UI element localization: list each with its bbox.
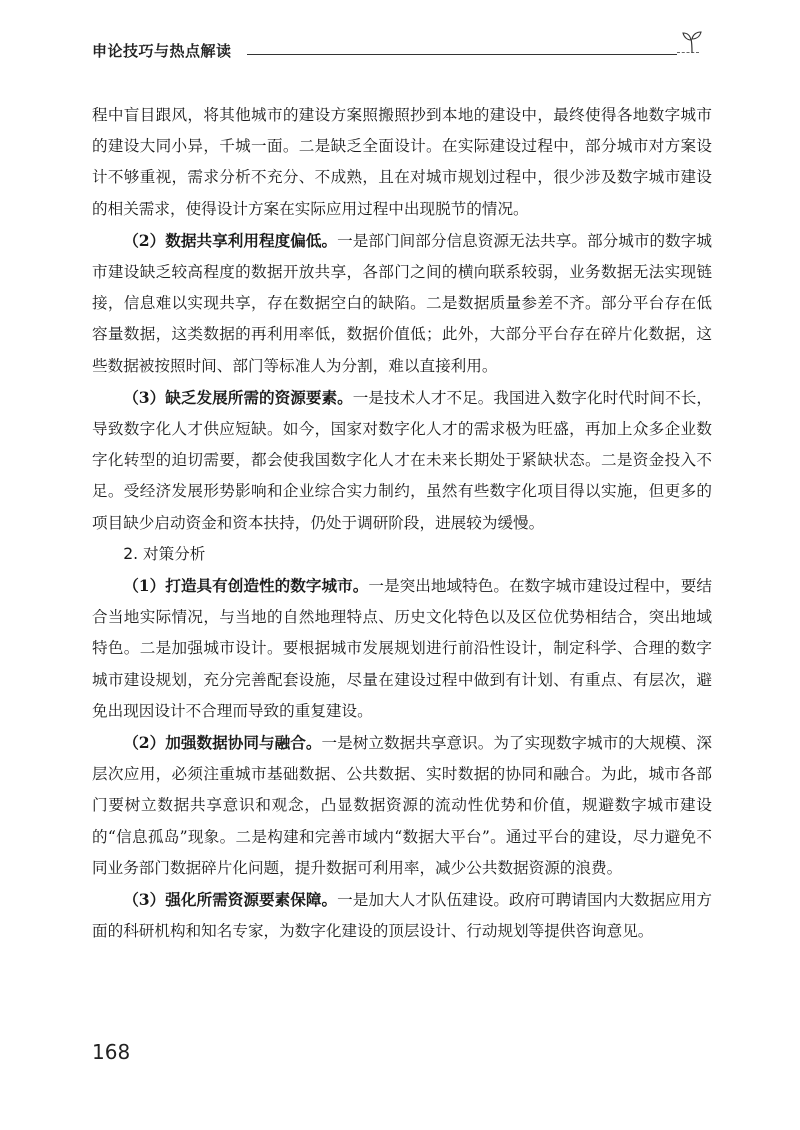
leaf-sprout-icon [681,30,703,54]
paragraph-text: 一是加大人才队伍建设。政府可聘请国内大数据应用方面的科研机构和知名专家，为数字化建设的顶层设计、行动规划等提供咨询意见。 [92,891,712,941]
paragraph-resource-shortage [92,382,712,539]
paragraph-text: 一是突出地域特色。在数字城市建设过程中，要结合当地实际情况，与当地的自然地理特点、历史文化特色以及区位优势相结合，突出地域特色。二是加强城市设计。要根据城市发展规划进行前沿性设计，制定科学、合理的数字城市建设规划，充分完善配套设施，尽量在建设过程中做到有计划、有重点、有层次，避免出现因设计不合理而导致的重复建设。 [92,577,712,720]
paragraph-text: 一是部门间部分信息资源无法共享。部分城市的数字城市建设缺乏较高程度的数据开放共享，各部门之间的横向联系较弱，业务数据无法实现链接，信息难以实现共享，存在数据空白的缺陷。二是数据质量参差不齐。部分平台存在低容量数据，这类数据的再利用率低，数据价值低；此外，大部分平台存在碎片化数据，这些数据被按照时间、部门等标准人为分割，难以直接利用。 [92,231,712,375]
paragraph-data-sharing [92,225,712,382]
paragraph-heading: （2）数据共享利用程度偏低。 [123,230,338,250]
paragraph-resource-guarantee [92,884,712,947]
paragraph-text: 一是技术人才不足。我国进入数字化时代时间不长，导致数字化人才供应短缺。如今，国家对数字化人才的需求极为旺盛，再加上众多企业数字化转型的迫切需要，都会使我国数字化人才在未来长期处于紧缺状态。二是资金投入不足。受经济发展形势影响和企业综合实力制约，虽然有些数字化项目得以实施，但更多的项目缺少启动资金和资本扶持，仍处于调研阶段，进展较为缓慢。 [92,388,712,532]
paragraph-heading: （3）强化所需资源要素保障。 [123,890,338,910]
page-body [92,100,712,947]
running-header [92,30,704,70]
section-title: 2. 对策分析 [123,544,206,563]
paragraph-heading: （1）打造具有创造性的数字城市。 [123,576,369,596]
page-number: 168 [92,1040,131,1064]
paragraph-heading: （3）缺乏发展所需的资源要素。 [123,387,353,407]
header-rule [247,54,677,55]
header-title: 申论技巧与热点解读 [92,42,232,60]
paragraph-data-collaboration [92,727,712,884]
paragraph-heading: （2）加强数据协同与融合。 [123,733,322,753]
paragraph-text: 一是树立数据共享意识。为了实现数字城市的大规模、深层次应用，必须注重城市基础数据、公共数据、实时数据的协同和融合。为此，城市各部门要树立数据共享意识和观念，凸显数据资源的流动性优势和价值，规避数字城市建设的“信息孤岛”现象。二是构建和完善市域内“数据大平台”。通过平台的建设，尽力避免不同业务部门数据碎片化问题，提升数据可利用率，减少公共数据资源的浪费。 [92,734,712,877]
paragraph-creative-city [92,570,712,727]
paragraph-continued: 程中盲目跟风，将其他城市的建设方案照搬照抄到本地的建设中，最终使得各地数字城市的建设大同小异，千城一面。二是缺乏全面设计。在实际建设过程中，部分城市对方案设计不够重视，需求分析不充分、不成熟，且在对城市规划过程中，很少涉及数字城市建设的相关需求，使得设计方案在实际应用过程中出现脱节的情况。 [92,106,712,218]
